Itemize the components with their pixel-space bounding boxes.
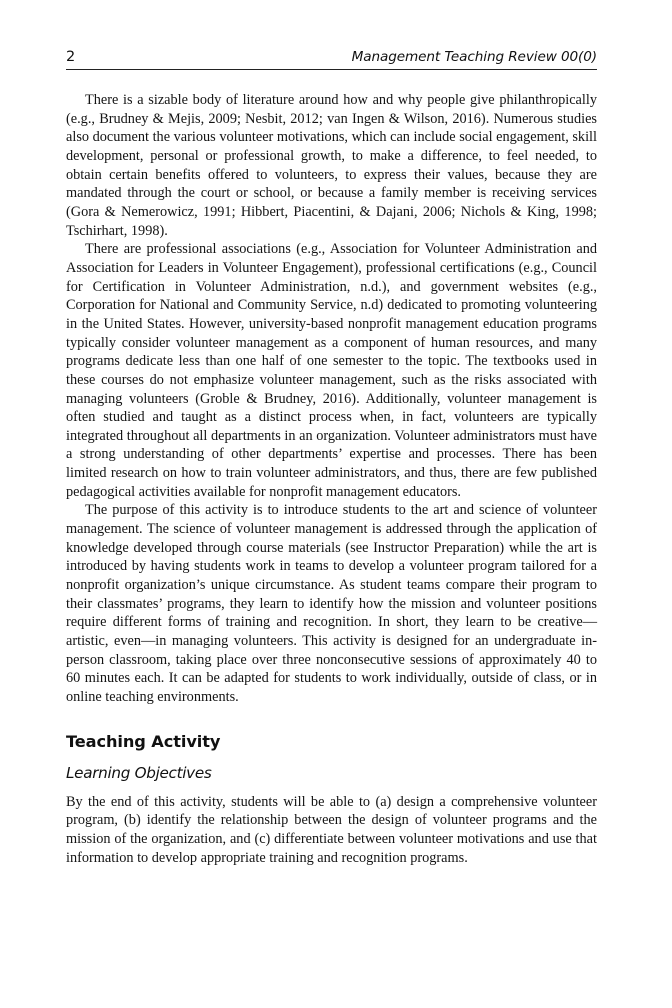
document-page (66, 48, 597, 867)
page-number: 2 (66, 49, 76, 65)
body-text (66, 91, 597, 707)
body-paragraph-2: There are professional associations (e.g., Association for Volunteer Administration and Association for Leaders in Volunteer Engagement), professional certifications (e.g., Council for Certification in Volunteer Administration, n.d.), and government websites (e.g., Corporation for National and Community Service, n.d) dedicated to promoting volunteering in the United States. However, university-based nonprofit management education programs typically consider volunteer management as a component of human resources, and many programs dedicate less than one half of one semester to the topic. The textbooks used in these courses do not emphasize volunteer management, such as the risks associated with managing volunteers (Groble & Brudney, 2016). Additionally, volunteer management is often studied and taught as a distinct process when, in fact, volunteers are typically integrated throughout all departments in an organization. Volunteer administrators must have a strong understanding of other departments’ expertise and processes. There has been limited research on how to train volunteer administrators, and thus, there are few published pedagogical activities available for nonprofit management educators. (66, 241, 597, 500)
journal-title: Management Teaching Review 00(0) (351, 49, 597, 65)
learning-objectives-text (66, 793, 597, 868)
body-paragraph-1: There is a sizable body of literature around how and why people give philanthropically (e.g., Brudney & Mejis, 2009; Nesbit, 2012; van Ingen & Wilson, 2016). Numerous studies also document the various volunteer motivations, which can include social engagement, skill development, personal or professional growth, to make a difference, to feel needed, to obtain certain benefits offered to volunteers, to express their values, because they are mandated through the court or school, or because a family member is receiving services (Gora & Nemerowicz, 1991; Hibbert, Piacentini, & Dajani, 2006; Nichols & King, 1998; Tschirhart, 1998). (66, 92, 597, 239)
running-header (66, 48, 597, 70)
subsection-heading-learning-objectives: Learning Objectives (66, 763, 212, 782)
body-paragraph-3: The purpose of this activity is to introduce students to the art and science of volunteer management. The science of volunteer management is addressed through the application of knowledge developed through course materials (see Instructor Preparation) while the art is introduced by having students work in teams to develop a volunteer program tailored for a nonprofit organization’s unique circumstance. As student teams compare their program to their classmates’ programs, they learn to identify how the mission and volunteer positions require different forms of training and recognition. In short, they learn to be creative—artistic, even—in managing volunteers. This activity is designed for an undergraduate in-person classroom, taking place over three nonconsecutive sessions of approximately 40 to 60 minutes each. It can be adapted for students to work individually, outside of class, or in online teaching environments. (66, 502, 597, 705)
learning-objectives-paragraph: By the end of this activity, students will be able to (a) design a comprehensive volunteer program, (b) identify the relationship between the design of volunteer programs and the mission of the organization, and (c) differentiate between volunteer motivations and use that information to develop appropriate training and recognition programs. (66, 793, 597, 866)
section-heading-teaching-activity: Teaching Activity (66, 731, 221, 751)
